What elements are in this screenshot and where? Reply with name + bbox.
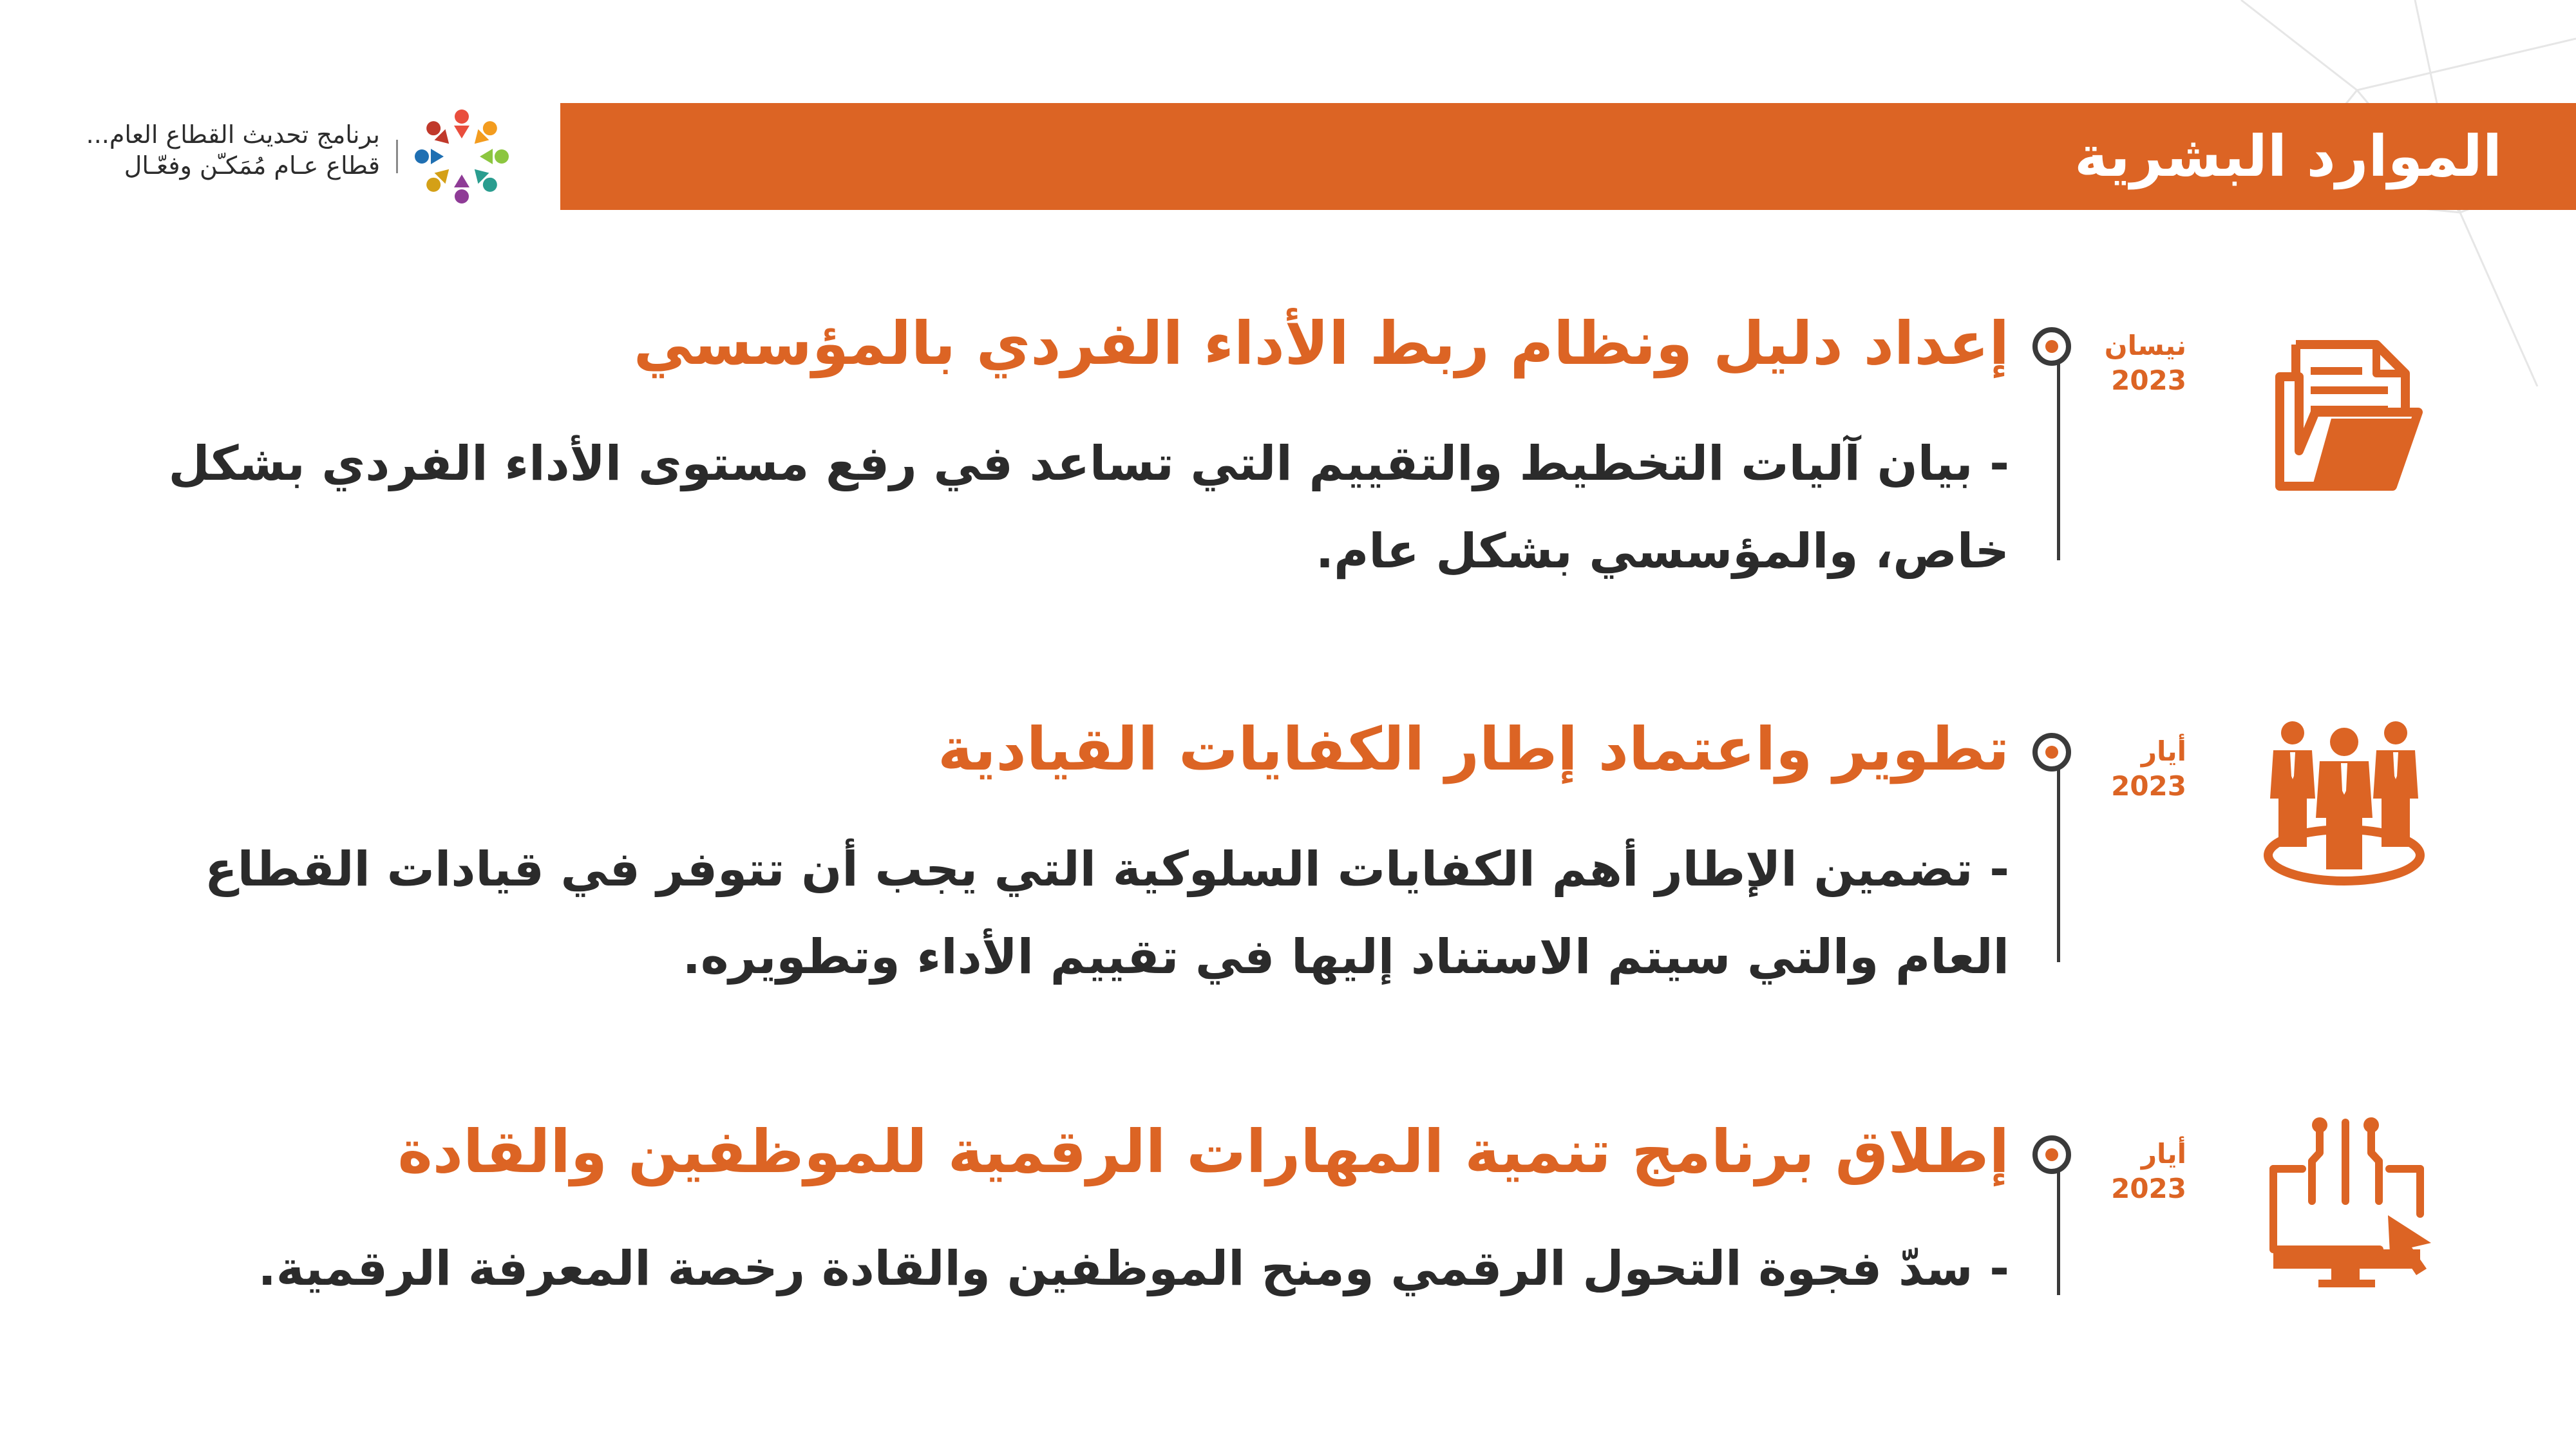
program-logo [39, 100, 528, 209]
timeline-marker-dot [2045, 340, 2058, 353]
header-bar [560, 103, 2576, 210]
timeline-line [2057, 1171, 2060, 1295]
item-description: - بيان آليات التخطيط والتقييم التي تساعد في رفع مستوى الأداء الفردي بشكل خاص، والمؤسسي بشكل عام. [168, 436, 2009, 579]
program-logo-mark [406, 100, 518, 209]
timeline-marker [2032, 733, 2071, 772]
item-description: - تضمين الإطار أهم الكفايات السلوكية التي يجب أن تتوفر في قيادات القطاع العام والتي سيتم الاستناد إليها في تقييم الأداء وتطويره. [205, 842, 2009, 985]
item-date [2096, 328, 2186, 398]
timeline-item [0, 1101, 2576, 1359]
timeline-line [2057, 363, 2060, 560]
timeline-item [0, 296, 2576, 579]
item-title: تطوير واعتماد إطار الكفايات القيادية [938, 715, 2009, 784]
timeline-marker [2032, 327, 2071, 366]
timeline-marker-dot [2045, 1148, 2058, 1161]
timeline-item [0, 699, 2576, 985]
item-year: 2023 [2111, 1173, 2186, 1204]
item-title: إطلاق برنامج تنمية المهارات الرقمية للموظفين والقادة [397, 1117, 2009, 1186]
timeline-line [2057, 769, 2060, 962]
item-month: نيسان [2104, 330, 2186, 361]
logo-text-line2: قطاع عـام مُمَكـّن وفعّـال [124, 151, 380, 180]
timeline-marker-dot [2045, 746, 2058, 759]
logo-divider [396, 140, 398, 173]
item-year: 2023 [2111, 770, 2186, 802]
item-title: إعداد دليل ونظام ربط الأداء الفردي بالمؤسسي [633, 309, 2009, 378]
leadership-team-icon [2254, 708, 2441, 895]
folder-document-icon [2254, 312, 2441, 499]
digital-monitor-icon [2254, 1111, 2441, 1298]
logo-text-line1: برنامج تحديث القطاع العام... [86, 120, 380, 149]
item-month: أيار [2141, 735, 2186, 767]
item-month: أيار [2141, 1138, 2186, 1170]
page-title: الموارد البشرية [2074, 123, 2502, 189]
item-date [2096, 734, 2186, 804]
item-date [2096, 1137, 2186, 1206]
item-year: 2023 [2111, 365, 2186, 396]
item-description: - سدّ فجوة التحول الرقمي ومنح الموظفين والقادة رخصة المعرفة الرقمية. [258, 1241, 2009, 1296]
timeline-marker [2032, 1135, 2071, 1174]
